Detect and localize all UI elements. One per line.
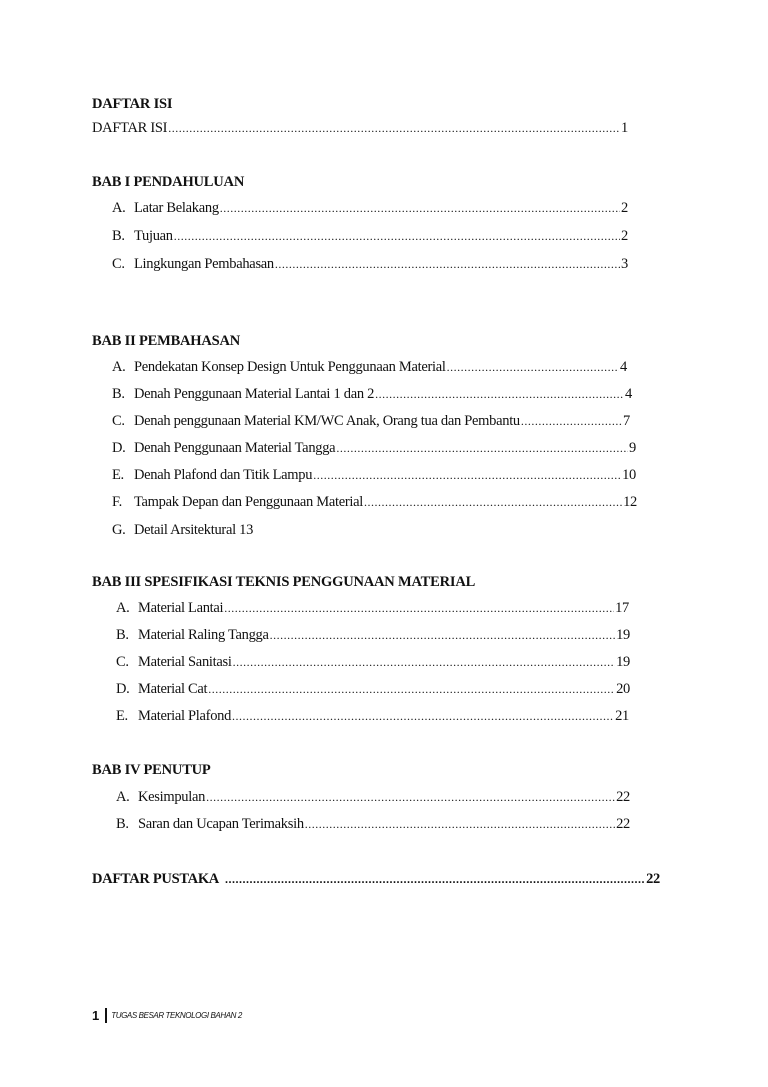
chapter-heading-bab-1: BAB I PENDAHULUAN bbox=[92, 174, 245, 190]
toc-entry[interactable] bbox=[116, 708, 629, 725]
toc-entry-letter: G. bbox=[112, 522, 126, 538]
toc-page-number: 7 bbox=[623, 413, 630, 429]
toc-page-number: 10 bbox=[622, 467, 636, 483]
toc-page-number: 4 bbox=[620, 359, 627, 375]
toc-entry[interactable] bbox=[112, 228, 628, 245]
toc-entry-text: Denah Penggunaan Material Tangga bbox=[134, 440, 336, 456]
toc-entry-text: Pendekatan Konsep Design Untuk Penggunaan Material bbox=[134, 359, 446, 375]
toc-entry[interactable] bbox=[116, 627, 630, 644]
toc-leader-dots bbox=[225, 872, 645, 887]
toc-entry-text: Lingkungan Pembahasan bbox=[134, 256, 274, 272]
toc-entry-text: Denah Plafond dan Titik Lampu bbox=[134, 467, 313, 483]
chapter-heading-bab-2: BAB II PEMBAHASAN bbox=[92, 333, 241, 349]
toc-leader-dots bbox=[270, 628, 615, 643]
toc-leader-dots bbox=[305, 817, 615, 832]
toc-entry-text: Material Plafond bbox=[138, 708, 232, 724]
toc-leader-dots bbox=[232, 709, 614, 724]
toc-entry-text: Kesimpulan bbox=[138, 789, 206, 805]
toc-entry-text: Denah Penggunaan Material Lantai 1 dan 2 bbox=[134, 386, 375, 402]
toc-leader-dots bbox=[233, 655, 616, 670]
toc-leader-dots bbox=[275, 257, 620, 272]
toc-page-number: 2 bbox=[621, 200, 628, 216]
toc-page-number: 4 bbox=[625, 386, 632, 402]
toc-entry-letter: C. bbox=[116, 654, 129, 670]
toc-entry-letter: E. bbox=[116, 708, 128, 724]
toc-entry-letter: A. bbox=[112, 200, 126, 216]
page-footer bbox=[92, 1008, 242, 1023]
toc-page-number: 19 bbox=[616, 654, 630, 670]
toc-entry-letter: F. bbox=[112, 494, 122, 510]
toc-entry-letter: B. bbox=[116, 627, 129, 643]
toc-page-number: 2 bbox=[621, 228, 628, 244]
toc-page-number: 20 bbox=[616, 681, 630, 697]
toc-leader-dots bbox=[168, 121, 620, 136]
toc-entry-text: Material Sanitasi bbox=[138, 654, 232, 670]
toc-page-number: 3 bbox=[621, 256, 628, 272]
toc-entry-text: Tujuan bbox=[134, 228, 173, 244]
toc-entry-letter: D. bbox=[116, 681, 130, 697]
toc-entry-text: Detail Arsitektural 13 bbox=[134, 522, 254, 538]
footer-label: TUGAS BESAR TEKNOLOGI BAHAN 2 bbox=[111, 1011, 242, 1020]
toc-leader-dots bbox=[174, 229, 620, 244]
toc-leader-dots bbox=[208, 682, 615, 697]
toc-page-number: 22 bbox=[646, 871, 660, 887]
toc-entry-letter: B. bbox=[112, 228, 125, 244]
toc-entry[interactable] bbox=[116, 816, 630, 833]
toc-page-number: 9 bbox=[629, 440, 636, 456]
toc-entry-letter: A. bbox=[116, 600, 130, 616]
toc-leader-dots bbox=[521, 414, 622, 429]
toc-entry-letter: A. bbox=[112, 359, 126, 375]
toc-entry-letter: C. bbox=[112, 413, 125, 429]
toc-page-number: 19 bbox=[616, 627, 630, 643]
toc-entry-letter: C. bbox=[112, 256, 125, 272]
chapter-heading-bab-4: BAB IV PENUTUP bbox=[92, 762, 211, 778]
toc-entry-letter: E. bbox=[112, 467, 124, 483]
toc-entry-text: Saran dan Ucapan Terimaksih bbox=[138, 816, 304, 832]
toc-entry-letter: B. bbox=[116, 816, 129, 832]
toc-leader-dots bbox=[206, 790, 615, 805]
toc-entry-letter: A. bbox=[116, 789, 130, 805]
toc-entry[interactable] bbox=[112, 494, 637, 511]
toc-entry-text: Denah penggunaan Material KM/WC Anak, Orang tua dan Pembantu bbox=[134, 413, 520, 429]
toc-entry[interactable] bbox=[112, 440, 636, 457]
toc-page-number: 17 bbox=[615, 600, 629, 616]
toc-page-number: 22 bbox=[616, 789, 630, 805]
toc-entry[interactable] bbox=[112, 359, 627, 376]
toc-leader-dots bbox=[364, 495, 622, 510]
footer-page-number: 1 bbox=[92, 1008, 100, 1023]
toc-entry[interactable] bbox=[116, 789, 630, 806]
toc-entry[interactable] bbox=[112, 386, 632, 403]
page-title: DAFTAR ISI bbox=[92, 96, 173, 112]
toc-entry-text: Material Raling Tangga bbox=[138, 627, 269, 643]
toc-entry-text: Material Cat bbox=[138, 681, 208, 697]
toc-entry[interactable] bbox=[116, 600, 629, 617]
toc-entry-daftar-pustaka[interactable] bbox=[92, 871, 660, 888]
toc-entry-letter: B. bbox=[112, 386, 125, 402]
toc-entry-text: DAFTAR ISI bbox=[92, 120, 168, 136]
toc-entry[interactable] bbox=[116, 681, 630, 698]
toc-leader-dots bbox=[220, 201, 620, 216]
toc-entry-text: DAFTAR PUSTAKA bbox=[92, 871, 219, 887]
toc-leader-dots bbox=[447, 360, 619, 375]
toc-leader-dots bbox=[313, 468, 621, 483]
chapter-heading-bab-3: BAB III SPESIFIKASI TEKNIS PENGGUNAAN MATERIAL bbox=[92, 574, 476, 590]
toc-entry[interactable] bbox=[112, 200, 628, 217]
toc-entry[interactable] bbox=[112, 522, 253, 539]
toc-page-number: 21 bbox=[615, 708, 629, 724]
toc-entry[interactable] bbox=[112, 467, 636, 484]
toc-page-number: 1 bbox=[621, 120, 628, 136]
toc-entry[interactable] bbox=[112, 256, 628, 273]
toc-leader-dots bbox=[224, 601, 614, 616]
toc-page-number: 22 bbox=[616, 816, 630, 832]
toc-entry[interactable] bbox=[112, 413, 630, 430]
toc-entry-text: Latar Belakang bbox=[134, 200, 219, 216]
toc-leader-dots bbox=[336, 441, 628, 456]
toc-entry-letter: D. bbox=[112, 440, 126, 456]
toc-entry-daftar-isi[interactable] bbox=[92, 120, 628, 137]
toc-leader-dots bbox=[375, 387, 624, 402]
toc-entry[interactable] bbox=[116, 654, 630, 671]
toc-entry-text: Tampak Depan dan Penggunaan Material bbox=[134, 494, 363, 510]
footer-divider bbox=[105, 1008, 107, 1023]
toc-page-number: 12 bbox=[623, 494, 637, 510]
toc-entry-text: Material Lantai bbox=[138, 600, 224, 616]
